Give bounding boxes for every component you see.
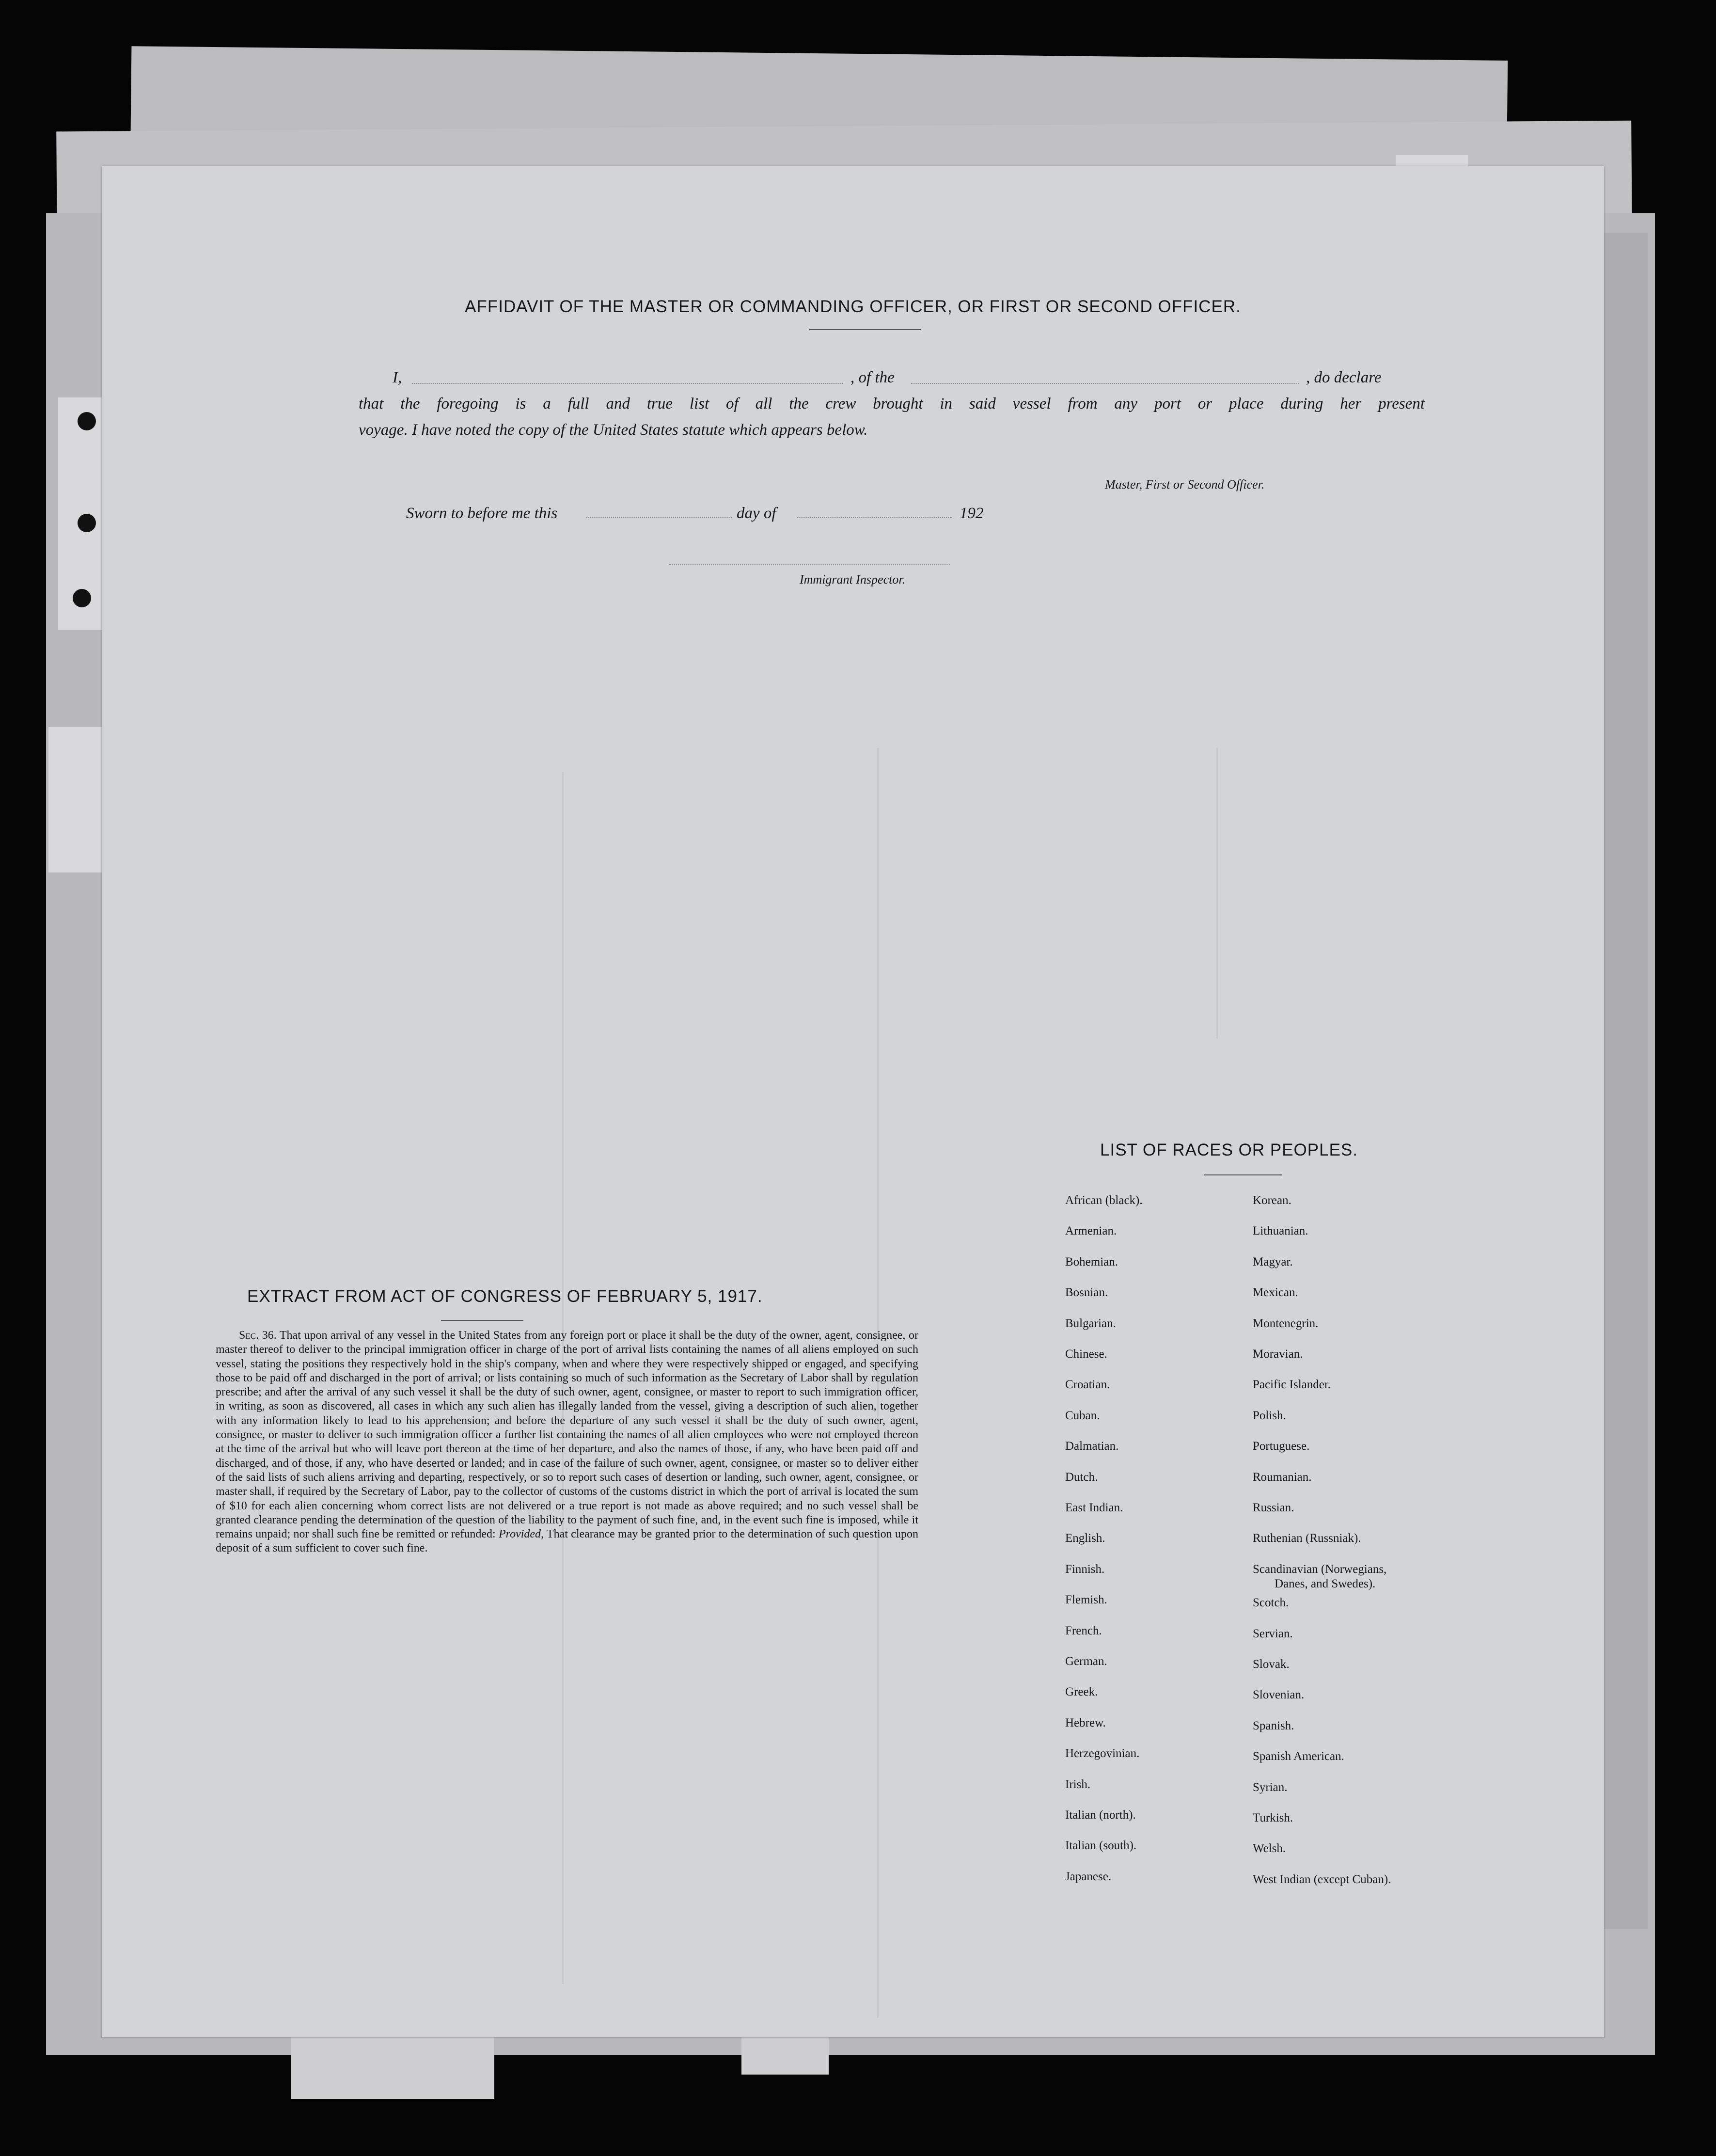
race-item: Syrian. xyxy=(1253,1780,1288,1794)
race-item: Mexican. xyxy=(1253,1286,1298,1300)
race-item: Spanish American. xyxy=(1253,1750,1344,1763)
declaration-do-declare: , do declare xyxy=(1306,369,1382,386)
race-item: Scotch. xyxy=(1253,1596,1289,1610)
races-rule xyxy=(1204,1174,1282,1175)
extract-rule xyxy=(441,1320,523,1321)
declaration-text: voyage. I have noted the copy of the United States statute which appears below. xyxy=(359,421,868,439)
sworn-day-field[interactable] xyxy=(586,517,732,518)
race-item: Magyar. xyxy=(1253,1255,1293,1268)
race-item: Slovenian. xyxy=(1253,1688,1305,1702)
race-item: Japanese. xyxy=(1065,1870,1112,1883)
race-item: Danes, and Swedes). xyxy=(1275,1577,1376,1590)
race-item: Armenian. xyxy=(1065,1224,1117,1238)
race-item: Finnish. xyxy=(1065,1562,1105,1576)
race-item: Dutch. xyxy=(1065,1470,1098,1484)
punch-hole xyxy=(78,514,96,532)
race-item: Chinese. xyxy=(1065,1348,1107,1361)
race-item: Flemish. xyxy=(1065,1593,1107,1607)
race-item: Polish. xyxy=(1253,1409,1286,1422)
section-text: That upon arrival of any vessel in the United States from any foreign port or place it shall be the duty of the owner, agent, consignee, or master thereof to deliver to the principal immigration officer in charge of the port of arrival lists containing the names of all aliens employed on such vessel, stating the positions they respectively hold in the ship's company, when and where they were respectively shipped or engaged, and specifying those to be paid off and discharged in the port of arrival; or lists containing so much of such information as the Secretary of Labor shall by regulation prescribe; and after the arrival of any such vessel it shall be the duty of such owner, agent, consignee, or master to report to such immigration officer, in writing, as soon as discovered, all cases in which any such alien has illegally landed from the vessel, giving a description of such alien, together with any information likely to lead to his apprehension; and before the departure of any such vessel it shall be the duty of such owner, agent, consignee, or master to deliver to such immigration officer a further list containing the names of all alien employees who were not employed thereon at the time of the arrival but who will leave port thereon at the time of her departure, and also the names of those, if any, who have been paid off and discharged, and of those, if any, who have deserted or landed; and in case of the failure of such owner, agent, consignee, or master so to deliver either of the said lists of such aliens arriving and departing, respectively, or so to report such cases of desertion or landing, such owner, agent, consignee, or master shall, if required by the Secretary of Labor, pay to the collector of customs of the customs district in which the port of arrival is located the sum of $10 for each alien concerning whom correct lists are not delivered or a true report is not made as above required; and no such vessel shall be granted clearance pending the determination of the question of the liability to the payment of such fine, and, in the event such fine is imposed, while it remains unpaid; nor shall such fine be remitted or refunded: xyxy=(216,1329,918,1541)
race-item: Portuguese. xyxy=(1253,1440,1310,1453)
race-item: Italian (north). xyxy=(1065,1808,1136,1822)
extract-title: EXTRACT FROM ACT OF CONGRESS OF FEBRUARY 5, 1917. xyxy=(247,1287,763,1306)
race-item: Dalmatian. xyxy=(1065,1440,1119,1453)
race-item: Herzegovinian. xyxy=(1065,1747,1140,1760)
race-item: Italian (south). xyxy=(1065,1839,1137,1853)
race-item: Scandinavian (Norwegians, xyxy=(1253,1562,1387,1576)
race-item: Montenegrin. xyxy=(1253,1316,1319,1330)
declaration-text: that the foregoing is a full and true list of all the crew brought in said vessel from any port or place during her present xyxy=(359,395,1425,412)
race-item: French. xyxy=(1065,1624,1102,1637)
race-item: Servian. xyxy=(1253,1627,1293,1640)
day-of-text: day of xyxy=(737,505,776,522)
race-item: Bulgarian. xyxy=(1065,1316,1116,1330)
declaration-i: I, xyxy=(393,369,402,386)
faint-column-line xyxy=(1216,748,1218,1039)
race-item: African (black). xyxy=(1065,1194,1143,1207)
race-item: Welsh. xyxy=(1253,1842,1286,1855)
section-text-end: That clearance may be granted prior to the determination of such question upon deposit of a sum sufficient to cover such fine. xyxy=(216,1528,919,1555)
extract-body xyxy=(216,1329,918,1556)
race-item: Croatian. xyxy=(1065,1378,1110,1392)
races-title: LIST OF RACES OR PEOPLES. xyxy=(1100,1141,1358,1159)
race-item: Bosnian. xyxy=(1065,1286,1108,1300)
race-item: Bohemian. xyxy=(1065,1255,1118,1268)
race-item: Spanish. xyxy=(1253,1719,1294,1732)
race-item: Greek. xyxy=(1065,1685,1098,1699)
sworn-month-field[interactable] xyxy=(797,517,952,518)
race-item: Moravian. xyxy=(1253,1348,1303,1361)
officer-name-field[interactable] xyxy=(412,383,843,384)
affidavit-title: AFFIDAVIT OF THE MASTER OR COMMANDING OFFICER, OR FIRST OR SECOND OFFICER. xyxy=(465,297,1241,316)
race-item: Turkish. xyxy=(1253,1811,1293,1824)
race-item: East Indian. xyxy=(1065,1501,1123,1514)
year-prefix: 192 xyxy=(960,505,984,522)
provided-word: Provided, xyxy=(498,1528,544,1541)
race-item: Hebrew. xyxy=(1065,1716,1106,1729)
title-rule xyxy=(809,329,921,330)
section-label: Sec. 36. xyxy=(239,1329,277,1342)
master-signature-label: Master, First or Second Officer. xyxy=(1105,477,1265,491)
inspector-signature-field[interactable] xyxy=(669,564,950,565)
race-item: Russian. xyxy=(1253,1501,1294,1514)
race-item: West Indian (except Cuban). xyxy=(1253,1872,1391,1886)
torn-paper-edge xyxy=(48,727,102,872)
affidavit-page xyxy=(102,166,1604,2037)
inspector-label: Immigrant Inspector. xyxy=(800,572,906,587)
race-item: Slovak. xyxy=(1253,1658,1290,1671)
declaration-of-the: , of the xyxy=(850,369,895,386)
race-item: Lithuanian. xyxy=(1253,1224,1308,1238)
race-item: Irish. xyxy=(1065,1777,1091,1791)
punch-hole xyxy=(78,412,96,430)
vessel-name-field[interactable] xyxy=(911,383,1299,384)
race-item: German. xyxy=(1065,1655,1107,1668)
punch-hole xyxy=(73,589,91,607)
race-item: Korean. xyxy=(1253,1194,1291,1207)
sworn-text: Sworn to before me this xyxy=(406,505,558,522)
race-item: Roumanian. xyxy=(1253,1470,1312,1484)
race-item: English. xyxy=(1065,1532,1105,1545)
race-item: Ruthenian (Russniak). xyxy=(1253,1532,1361,1545)
race-item: Pacific Islander. xyxy=(1253,1378,1331,1392)
race-item: Cuban. xyxy=(1065,1409,1100,1422)
